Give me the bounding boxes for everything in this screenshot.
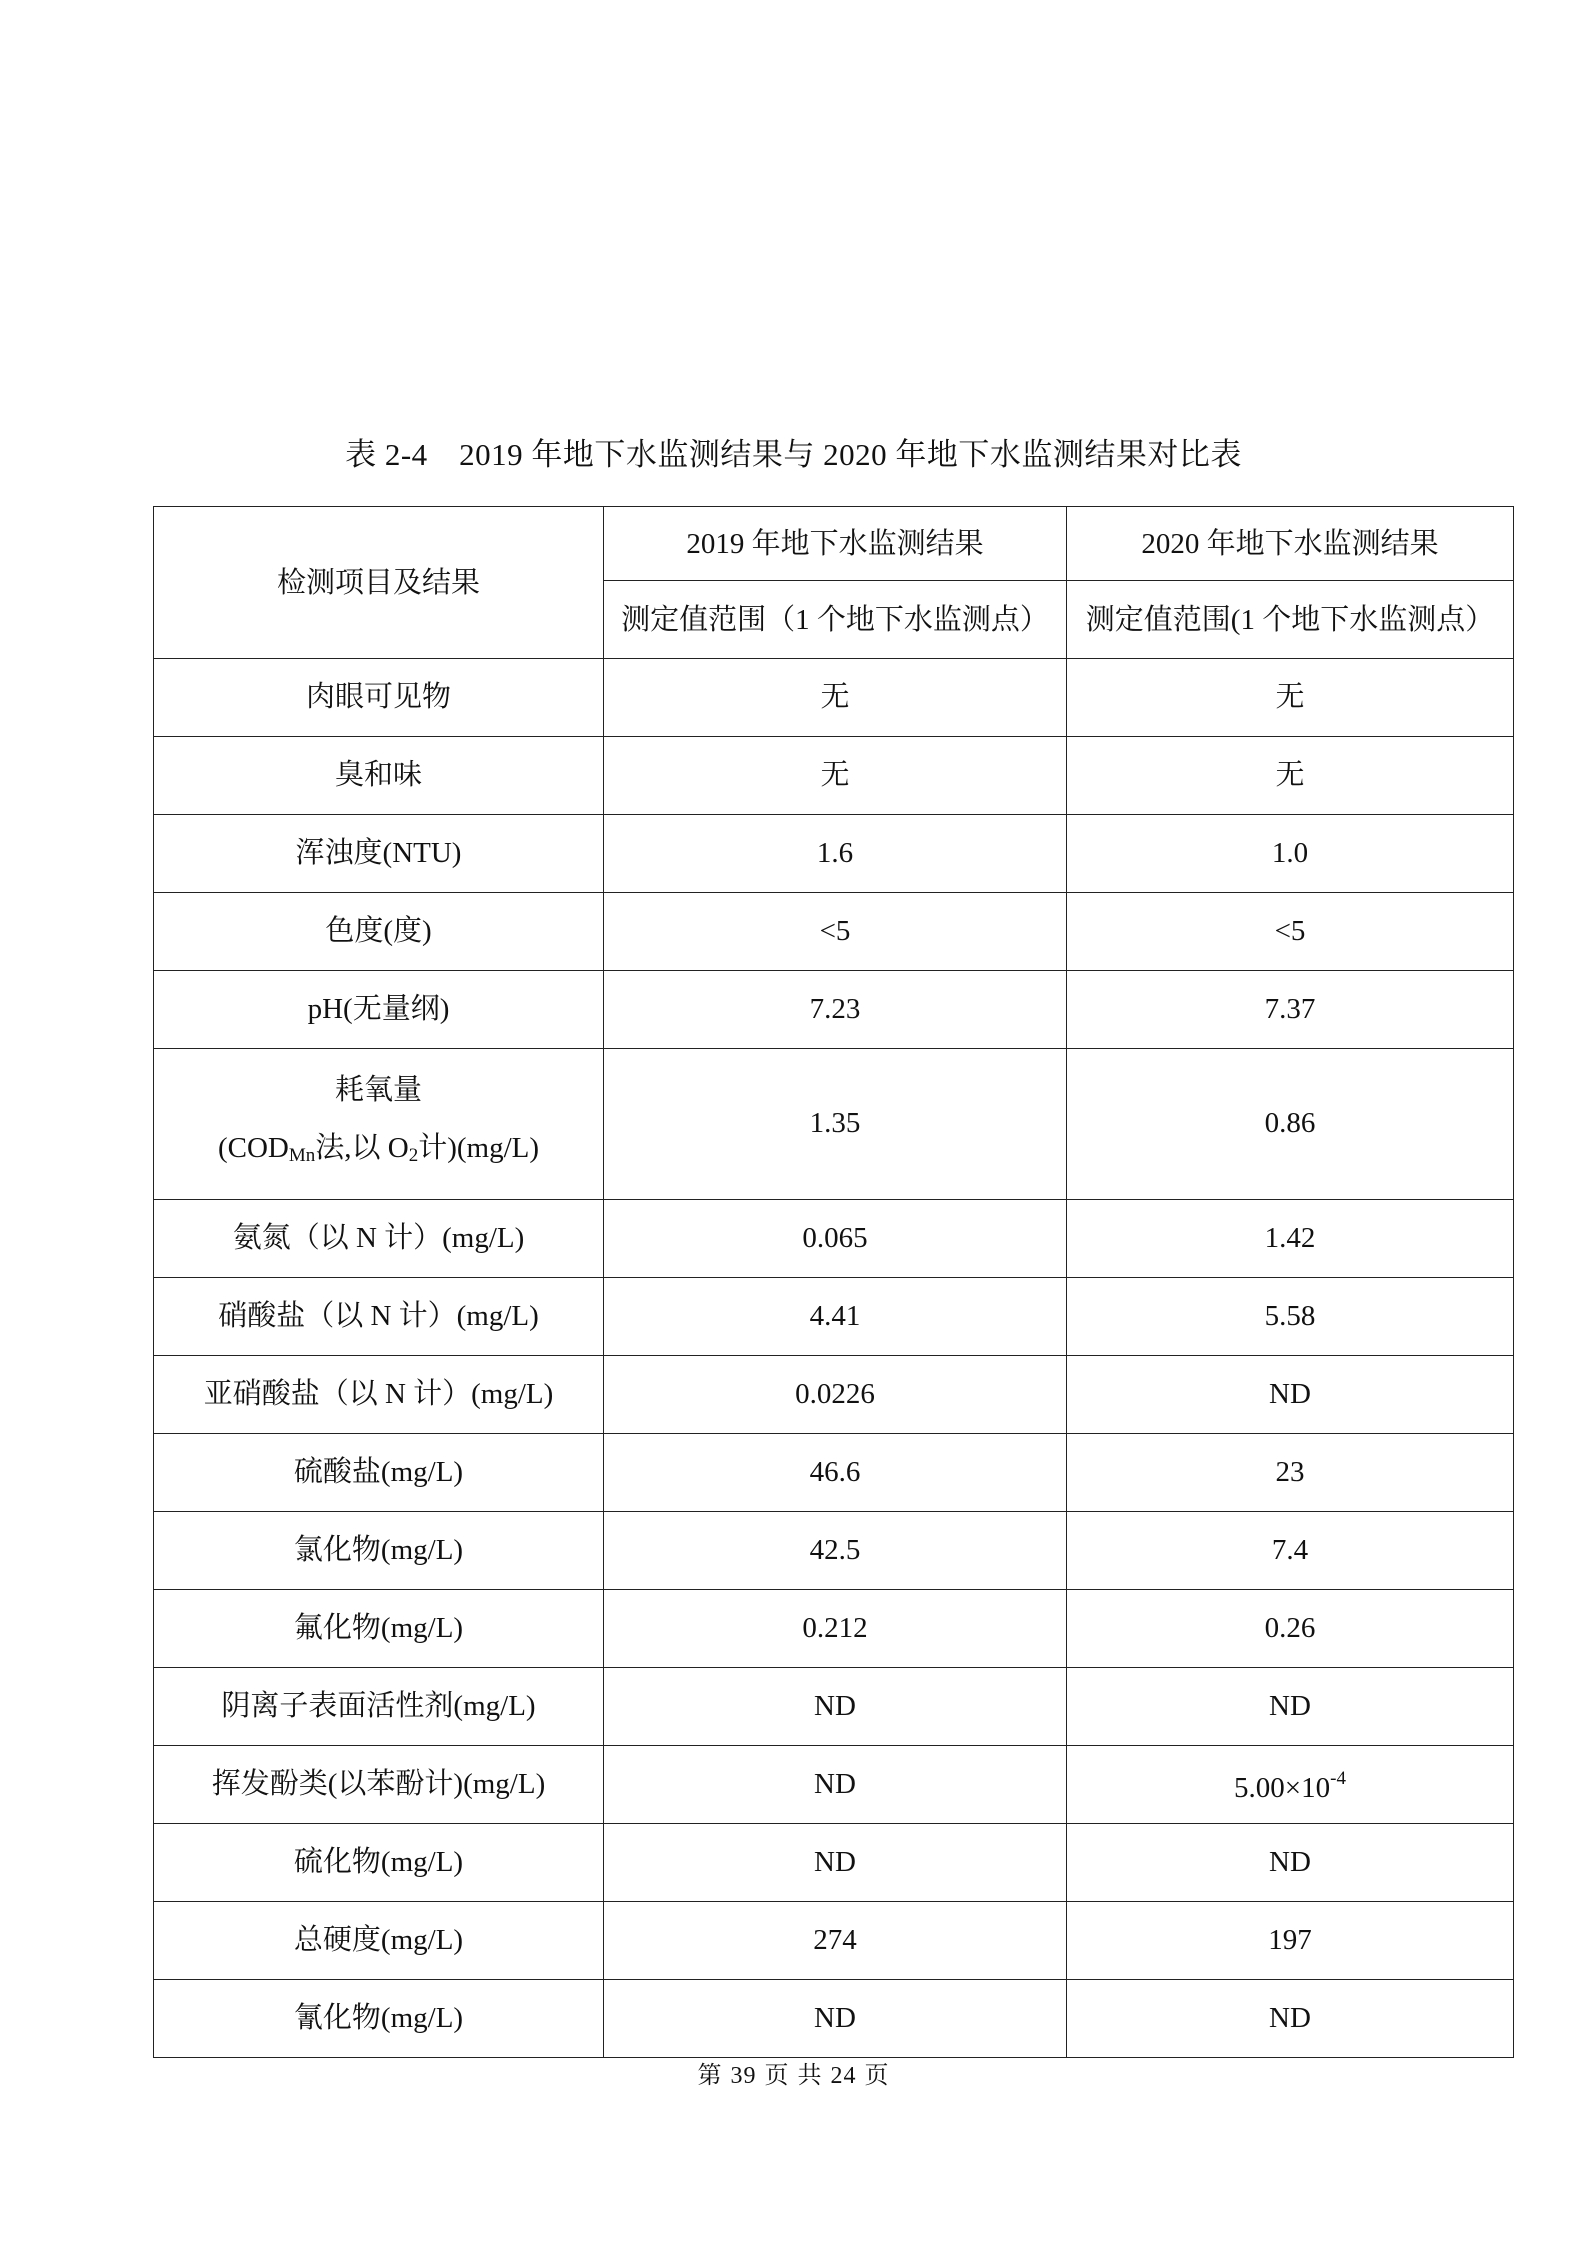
row-value-2020: <5: [1067, 893, 1514, 971]
row-value-2020-base: 5.00×10: [1234, 1772, 1331, 1804]
row-value-2019: 0.065: [604, 1200, 1067, 1278]
footer-page-number: 39: [730, 2063, 757, 2089]
header-range-2019: 测定值范围（1 个地下水监测点）: [604, 581, 1067, 659]
row-item: 色度(度): [154, 893, 604, 971]
row-value-2020: 1.42: [1067, 1200, 1514, 1278]
row-item-line-2-part-b: 法,以 O: [315, 1132, 409, 1164]
page-footer: [0, 2055, 1587, 2090]
table-row: [154, 1434, 1514, 1512]
row-item: 硫化物(mg/L): [154, 1824, 604, 1902]
row-item-line-2-part-a: (COD: [217, 1132, 289, 1164]
row-value-2019: 无: [604, 737, 1067, 815]
row-item: pH(无量纲): [154, 971, 604, 1049]
table-header-row-1: [154, 507, 1514, 581]
row-item: 肉眼可见物: [154, 659, 604, 737]
row-value-2020: ND: [1067, 1668, 1514, 1746]
table-row: [154, 1824, 1514, 1902]
table-row: [154, 1746, 1514, 1824]
row-value-2020: 7.4: [1067, 1512, 1514, 1590]
row-value-2019: 7.23: [604, 971, 1067, 1049]
row-value-2020: 0.26: [1067, 1590, 1514, 1668]
footer-text-gong: 共: [797, 2063, 823, 2089]
table-row: [154, 1200, 1514, 1278]
row-value-2019: ND: [604, 1746, 1067, 1824]
row-value-2020: 197: [1067, 1902, 1514, 1980]
row-item-line-2: [154, 1129, 603, 1175]
table-row: [154, 1902, 1514, 1980]
row-item: 氟化物(mg/L): [154, 1590, 604, 1668]
table-row: [154, 737, 1514, 815]
footer-text-di: 第: [697, 2063, 723, 2089]
row-item: 亚硝酸盐（以 N 计）(mg/L): [154, 1356, 604, 1434]
row-item: 硫酸盐(mg/L): [154, 1434, 604, 1512]
header-range-2020: 测定值范围(1 个地下水监测点）: [1067, 581, 1514, 659]
row-value-2020: 7.37: [1067, 971, 1514, 1049]
row-value-2020: [1067, 1746, 1514, 1824]
row-value-2020: 5.58: [1067, 1278, 1514, 1356]
header-2020: 2020 年地下水监测结果: [1067, 507, 1514, 581]
table-row: [154, 1590, 1514, 1668]
row-value-2020: ND: [1067, 1980, 1514, 2058]
row-value-2019: 1.6: [604, 815, 1067, 893]
table-row: [154, 1278, 1514, 1356]
row-value-2019: 1.35: [604, 1049, 1067, 1200]
row-value-2019: <5: [604, 893, 1067, 971]
row-value-2020: 无: [1067, 659, 1514, 737]
comparison-table-container: [153, 506, 1513, 2058]
row-value-2020: 23: [1067, 1434, 1514, 1512]
row-item: 氨氮（以 N 计）(mg/L): [154, 1200, 604, 1278]
table-row: [154, 659, 1514, 737]
table-row: [154, 1512, 1514, 1590]
row-item-line-2-subscript-2: 2: [408, 1145, 419, 1166]
table-row: [154, 893, 1514, 971]
row-item: 硝酸盐（以 N 计）(mg/L): [154, 1278, 604, 1356]
header-2019: 2019 年地下水监测结果: [604, 507, 1067, 581]
row-item-line-2-subscript: Mn: [288, 1145, 316, 1166]
row-item-line-1: 耗氧量: [334, 1074, 422, 1106]
row-value-2020: 无: [1067, 737, 1514, 815]
footer-total-pages: 24: [830, 2063, 857, 2089]
row-value-2019: ND: [604, 1980, 1067, 2058]
row-item: [154, 1049, 604, 1200]
row-value-2020: ND: [1067, 1824, 1514, 1902]
groundwater-comparison-table: [153, 506, 1514, 2058]
row-item: 臭和味: [154, 737, 604, 815]
row-value-2020: ND: [1067, 1356, 1514, 1434]
row-item: 阴离子表面活性剂(mg/L): [154, 1668, 604, 1746]
row-value-2019: 274: [604, 1902, 1067, 1980]
table-row: [154, 1668, 1514, 1746]
row-value-2019: 42.5: [604, 1512, 1067, 1590]
table-row: [154, 815, 1514, 893]
table-row: [154, 1980, 1514, 2058]
row-value-2020: 0.86: [1067, 1049, 1514, 1200]
row-item-line-2-part-c: 计)(mg/L): [418, 1132, 540, 1164]
table-row: [154, 1049, 1514, 1200]
row-value-2019: 46.6: [604, 1434, 1067, 1512]
row-value-2019: 4.41: [604, 1278, 1067, 1356]
row-value-2020-exponent: -4: [1330, 1768, 1346, 1789]
table-caption: 表 2-4 2019 年地下水监测结果与 2020 年地下水监测结果对比表: [345, 437, 1242, 472]
row-item: 氯化物(mg/L): [154, 1512, 604, 1590]
table-row: [154, 971, 1514, 1049]
footer-text-ye: 页: [764, 2063, 790, 2089]
header-item: 检测项目及结果: [154, 507, 604, 659]
row-value-2019: 无: [604, 659, 1067, 737]
footer-text-ye-2: 页: [864, 2063, 890, 2089]
row-item: 总硬度(mg/L): [154, 1902, 604, 1980]
row-value-2019: ND: [604, 1668, 1067, 1746]
row-value-2020: 1.0: [1067, 815, 1514, 893]
row-item: 浑浊度(NTU): [154, 815, 604, 893]
row-value-2019: 0.0226: [604, 1356, 1067, 1434]
row-value-2019: 0.212: [604, 1590, 1067, 1668]
table-row: [154, 1356, 1514, 1434]
row-item: 挥发酚类(以苯酚计)(mg/L): [154, 1746, 604, 1824]
row-value-2019: ND: [604, 1824, 1067, 1902]
row-item: 氰化物(mg/L): [154, 1980, 604, 2058]
